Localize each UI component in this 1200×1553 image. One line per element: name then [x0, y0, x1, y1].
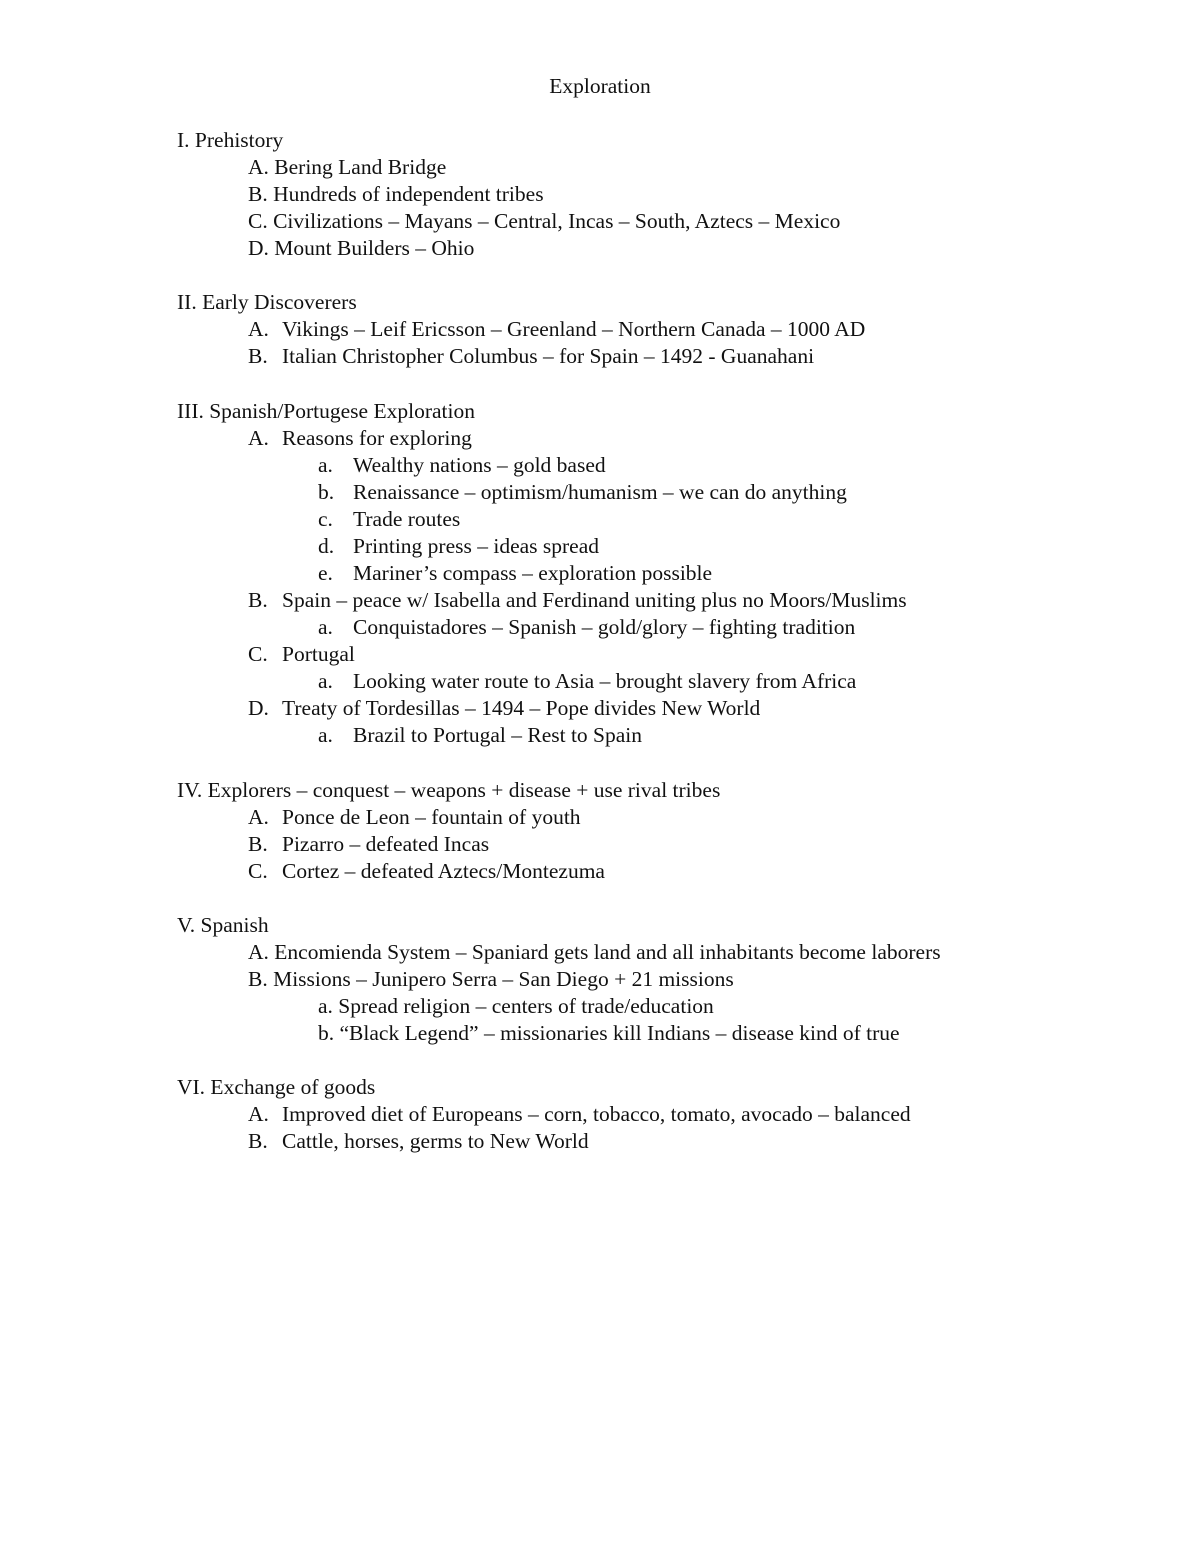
sub-item [318, 506, 333, 533]
document-title: Exploration [549, 74, 651, 98]
sub-item [318, 668, 333, 695]
sub-item: a. Spread religion – centers of trade/education [318, 994, 714, 1018]
outline-item [248, 425, 269, 452]
item-marker: C. [248, 859, 268, 883]
section-heading: II. Early Discoverers [177, 290, 357, 314]
item-marker: C. [248, 642, 268, 666]
sub-item-marker: a. [318, 669, 333, 693]
item-marker: A. [248, 1102, 269, 1126]
outline-item [248, 1128, 268, 1155]
sub-item-marker: a. [318, 615, 333, 639]
sub-item-text: Mariner’s compass – exploration possible [353, 561, 713, 585]
sub-item [318, 560, 333, 587]
section-heading: VI. Exchange of goods [177, 1075, 376, 1099]
sub-item-marker: d. [318, 534, 335, 558]
item-marker: B. [248, 1129, 268, 1153]
item-marker: A. [248, 805, 269, 829]
sub-item [318, 722, 333, 749]
sub-item [318, 479, 334, 506]
item-marker: B. [248, 832, 268, 856]
outline-item [248, 831, 268, 858]
item-text: Treaty of Tordesillas – 1494 – Pope divides New World [282, 696, 761, 720]
outline-item: C. Civilizations – Mayans – Central, Incas – South, Aztecs – Mexico [248, 209, 841, 233]
sub-item [318, 614, 333, 641]
item-marker: B. [248, 588, 268, 612]
item-marker: A. [248, 426, 269, 450]
item-marker: A. [248, 317, 269, 341]
section-heading: IV. Explorers – conquest – weapons + disease + use rival tribes [177, 778, 721, 802]
sub-item [318, 533, 334, 560]
item-text: Ponce de Leon – fountain of youth [282, 805, 581, 829]
item-text: Cattle, horses, germs to New World [282, 1129, 589, 1153]
sub-item-marker: a. [318, 453, 333, 477]
section-heading: V. Spanish [177, 913, 269, 937]
sub-item-marker: c. [318, 507, 333, 531]
item-text: Cortez – defeated Aztecs/Montezuma [282, 859, 605, 883]
sub-item-text: Renaissance – optimism/humanism – we can do anything [353, 480, 847, 504]
item-text: Improved diet of Europeans – corn, tobacco, tomato, avocado – balanced [282, 1102, 911, 1126]
item-text: Pizarro – defeated Incas [282, 832, 490, 856]
item-text: Italian Christopher Columbus – for Spain – 1492 - Guanahani [282, 344, 815, 368]
sub-item: b. “Black Legend” – missionaries kill Indians – disease kind of true [318, 1021, 900, 1045]
outline-item [248, 804, 269, 831]
outline-item: B. Missions – Junipero Serra – San Diego + 21 missions [248, 967, 734, 991]
sub-item [318, 452, 333, 479]
sub-item-marker: a. [318, 723, 333, 747]
section-heading: III. Spanish/Portugese Exploration [177, 399, 475, 423]
outline-item [248, 695, 269, 722]
outline-item [248, 1101, 269, 1128]
outline-item: B. Hundreds of independent tribes [248, 182, 544, 206]
outline-item: A. Bering Land Bridge [248, 155, 447, 179]
item-text: Reasons for exploring [282, 426, 472, 450]
item-marker: B. [248, 344, 268, 368]
sub-item-text: Brazil to Portugal – Rest to Spain [353, 723, 643, 747]
section-heading: I. Prehistory [177, 128, 284, 152]
outline-item [248, 587, 268, 614]
item-text: Vikings – Leif Ericsson – Greenland – Northern Canada – 1000 AD [282, 317, 866, 341]
outline-item: D. Mount Builders – Ohio [248, 236, 475, 260]
sub-item-text: Wealthy nations – gold based [353, 453, 606, 477]
sub-item-text: Conquistadores – Spanish – gold/glory – fighting tradition [353, 615, 856, 639]
sub-item-text: Printing press – ideas spread [353, 534, 600, 558]
sub-item-text: Trade routes [353, 507, 461, 531]
outline-item: A. Encomienda System – Spaniard gets land and all inhabitants become laborers [248, 940, 941, 964]
sub-item-marker: b. [318, 480, 335, 504]
outline-item [248, 316, 269, 343]
item-text: Portugal [282, 642, 355, 666]
outline-item [248, 343, 268, 370]
item-text: Spain – peace w/ Isabella and Ferdinand uniting plus no Moors/Muslims [282, 588, 907, 612]
outline-item [248, 641, 268, 668]
sub-item-text: Looking water route to Asia – brought slavery from Africa [353, 669, 857, 693]
sub-item-marker: e. [318, 561, 333, 585]
outline-item [248, 858, 268, 885]
item-marker: D. [248, 696, 269, 720]
